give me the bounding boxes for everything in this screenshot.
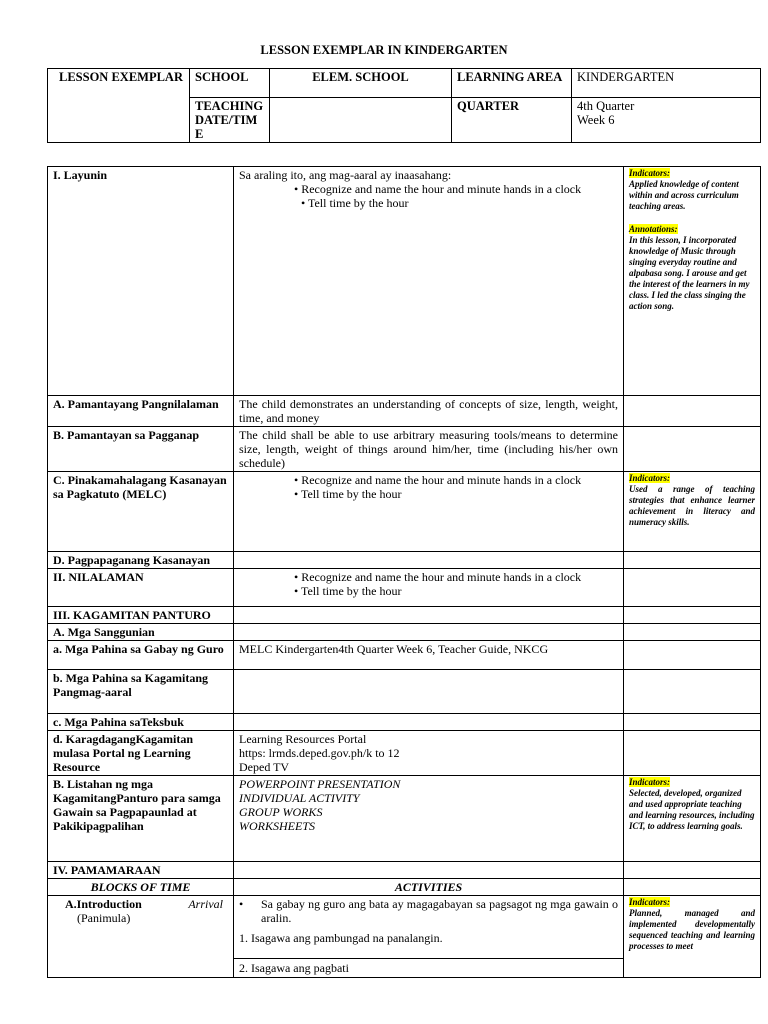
melc-bullet-1: • Recognize and name the hour and minute hands in a clock	[294, 473, 582, 487]
indicators-label: Indicators:	[629, 777, 671, 787]
row-introduction	[48, 896, 761, 978]
layunin-annotations	[624, 167, 761, 396]
karagdagang-content	[234, 731, 624, 776]
school-label: SCHOOL	[190, 69, 270, 98]
intro-bullet	[234, 896, 623, 931]
deped-tv: Deped TV	[239, 760, 290, 774]
karagdagang-label: d. KaragdagangKagamitan mulasa Portal ng Learning Resource	[48, 731, 234, 776]
empty-cell	[234, 862, 624, 879]
layunin-content	[234, 167, 624, 396]
row-teksbuk	[48, 714, 761, 731]
melc-content	[234, 472, 624, 552]
melc-annotations	[624, 472, 761, 552]
row-karagdagang	[48, 731, 761, 776]
intro-label-cell	[48, 896, 168, 978]
intro-step-2: 2. Isagawa ang pagbati	[234, 958, 623, 977]
layunin-label: I. Layunin	[48, 167, 234, 396]
empty-cell	[234, 624, 624, 641]
nilalaman-label: II. NILALAMAN	[48, 569, 234, 607]
item-worksheets: WORKSHEETS	[239, 819, 315, 833]
indicators-label: Indicators:	[629, 897, 671, 907]
intro-step-1: 1. Isagawa ang pambungad na panalangin.	[239, 931, 443, 945]
arrival-label: Arrival	[168, 896, 234, 978]
row-pagpapaganang	[48, 552, 761, 569]
nilalaman-bullet-2: • Tell time by the hour	[294, 584, 402, 598]
row-pamantayang	[48, 396, 761, 427]
row-melc	[48, 472, 761, 552]
empty-cell	[624, 427, 761, 472]
learning-area-label: LEARNING AREA	[452, 69, 572, 98]
intro-annotations	[624, 896, 761, 978]
kagamitan-label: III. KAGAMITAN PANTURO	[48, 607, 234, 624]
lesson-table	[47, 166, 761, 978]
row-nilalaman	[48, 569, 761, 607]
empty-cell	[234, 607, 624, 624]
activities-header: ACTIVITIES	[234, 879, 624, 896]
layunin-bullet-1: • Recognize and name the hour and minute hands in a clock	[294, 182, 582, 196]
week-number: Week 6	[577, 113, 615, 127]
learning-area-value: KINDERGARTEN	[572, 69, 761, 98]
indicators-label: Indicators:	[629, 473, 671, 483]
school-value: ELEM. SCHOOL	[270, 69, 452, 98]
item-individual-activity: INDIVIDUAL ACTIVITY	[239, 791, 360, 805]
teaching-date-label: TEACHING DATE/TIM E	[190, 98, 270, 143]
nilalaman-content	[234, 569, 624, 607]
listahan-label: B. Listahan ng mga KagamitangPanturo para samga Gawain sa Pagpapaunlad at Pakikipagpalihan	[48, 776, 234, 862]
empty-cell	[624, 607, 761, 624]
empty-cell	[624, 714, 761, 731]
kagamitang-label: b. Mga Pahina sa Kagamitang Pangmag-aaral	[48, 670, 234, 714]
row-pagganap	[48, 427, 761, 472]
quarter-value	[572, 98, 761, 143]
row-blocks	[48, 879, 761, 896]
blocks-of-time-header: BLOCKS OF TIME	[48, 879, 234, 896]
teksbuk-label: c. Mga Pahina saTeksbuk	[48, 714, 234, 731]
bullet-icon: •	[239, 897, 244, 911]
gabay-text: MELC Kindergarten4th Quarter Week 6, Teacher Guide, NKCG	[234, 641, 624, 670]
nilalaman-bullet-1: • Recognize and name the hour and minute hands in a clock	[294, 570, 582, 584]
quarter-label: QUARTER	[452, 98, 572, 143]
portal-name: Learning Resources Portal	[239, 732, 367, 746]
empty-cell	[234, 552, 624, 569]
pamamaraan-label: IV. PAMAMARAAN	[48, 862, 234, 879]
lesson-exemplar-label: LESSON EXEMPLAR	[48, 69, 190, 143]
melc-bullet-2: • Tell time by the hour	[294, 487, 402, 501]
indicators-text: Selected, developed, organized and used appropriate teaching and learning resources, including ICT, to address learning goals.	[629, 788, 755, 831]
indicators-label: Indicators:	[629, 168, 671, 178]
item-powerpoint: POWERPOINT PRESENTATION	[239, 777, 401, 791]
empty-cell	[624, 731, 761, 776]
empty-cell	[234, 670, 624, 714]
empty-cell	[624, 862, 761, 879]
pamantayang-label: A. Pamantayang Pangnilalaman	[48, 396, 234, 427]
listahan-content	[234, 776, 624, 862]
row-pamamaraan	[48, 862, 761, 879]
intro-sub: (Panimula)	[77, 911, 131, 925]
sanggunian-label: A. Mga Sanggunian	[48, 624, 234, 641]
pagganap-text: The child shall be able to use arbitrary measuring tools/means to determine size, length, weight of things around him/her, time (including his/her own schedule)	[234, 427, 624, 472]
empty-cell	[624, 396, 761, 427]
empty-cell	[624, 552, 761, 569]
pamantayang-text: The child demonstrates an understanding of concepts of size, length, weight, time, and money	[234, 396, 624, 427]
intro-label: A.Introduction	[65, 897, 142, 911]
document-title: LESSON EXEMPLAR IN KINDERGARTEN	[260, 43, 508, 57]
empty-cell	[624, 624, 761, 641]
row-kagamitang	[48, 670, 761, 714]
melc-label: C. Pinakamahalagang Kasanayan sa Pagkatuto (MELC)	[48, 472, 234, 552]
annotations-text: In this lesson, I incorporated knowledge of Music through singing everyday routine and alpabasa song. I arouse and get the interest of the learners in my class. I led the class singing the action song.	[629, 235, 750, 311]
row-gabay	[48, 641, 761, 670]
layunin-bullet-2: • Tell time by the hour	[301, 196, 409, 210]
empty-cell	[624, 879, 761, 896]
empty-cell	[624, 670, 761, 714]
row-kagamitan	[48, 607, 761, 624]
row-layunin	[48, 167, 761, 396]
header-table	[47, 68, 761, 143]
layunin-intro: Sa araling ito, ang mag-aaral ay inaasahang:	[239, 168, 452, 182]
empty-cell	[624, 569, 761, 607]
listahan-annotations	[624, 776, 761, 862]
row-sanggunian	[48, 624, 761, 641]
indicators-text: Used a range of teaching strategies that enhance learner achievement in literacy and numeracy skills.	[629, 484, 755, 527]
teaching-date-value	[270, 98, 452, 143]
intro-bullet-text: Sa gabay ng guro ang bata ay magagabayan sa pagsagot ng mga gawain o aralin.	[261, 897, 618, 925]
indicators-text: Applied knowledge of content within and across curriculum teaching areas.	[629, 179, 739, 211]
indicators-text: Planned, managed and implemented developmentally sequenced teaching and learning processes to meet	[629, 908, 755, 951]
intro-content	[234, 896, 624, 978]
pagganap-label: B. Pamantayan sa Pagganap	[48, 427, 234, 472]
item-group-works: GROUP WORKS	[239, 805, 323, 819]
portal-url: https: lrmds.deped.gov.ph/k to 12	[239, 746, 400, 760]
annotations-label: Annotations:	[629, 224, 678, 234]
pagpapaganang-label: D. Pagpapaganang Kasanayan	[48, 552, 234, 569]
row-listahan	[48, 776, 761, 862]
empty-cell	[234, 714, 624, 731]
quarter-number: 4th Quarter	[577, 99, 635, 113]
empty-cell	[624, 641, 761, 670]
gabay-label: a. Mga Pahina sa Gabay ng Guro	[48, 641, 234, 670]
